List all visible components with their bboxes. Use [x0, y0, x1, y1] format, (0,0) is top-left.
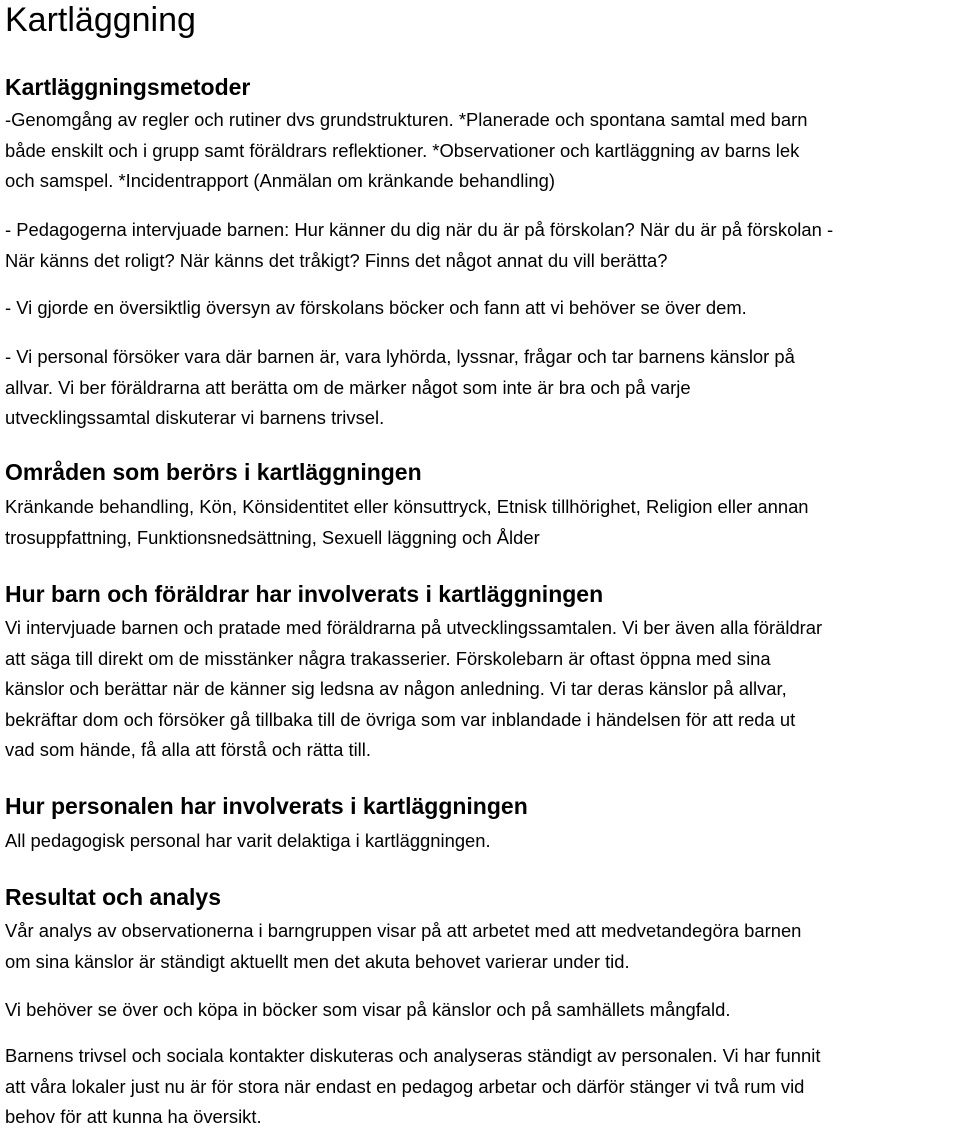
text-line: Kränkande behandling, Kön, Könsidentitet eller könsuttryck, Etnisk tillhörighet, Religion eller annan — [5, 496, 809, 517]
text-line: utvecklingssamtal diskuterar vi barnens trivsel. — [5, 407, 385, 428]
methods-paragraph-1 — [5, 105, 960, 197]
text-line: om sina känslor är ständigt aktuellt men det akuta behovet varierar under tid. — [5, 950, 630, 972]
staff-paragraph — [5, 826, 960, 857]
text-line: att säga till direkt om de misstänker några trakasserier. Förskolebarn är oftast öppna med sina — [5, 647, 771, 669]
text-line: Barnens trivsel och sociala kontakter diskuteras och analyseras ständigt av personalen. Vi har funnit — [5, 1045, 821, 1066]
text-line: vad som hände, få alla att förstå och rätta till. — [5, 739, 371, 760]
text-line: -Genomgång av regler och rutiner dvs grundstrukturen. *Planerade och spontana samtal med barn — [5, 109, 808, 130]
heading-staff: Hur personalen har involverats i kartläggningen — [5, 793, 528, 819]
text-line: - Pedagogerna intervjuade barnen: Hur känner du dig när du är på förskolan? När du är på förskolan - — [5, 219, 834, 240]
text-line: både enskilt och i grupp samt föräldrars reflektioner. *Observationer och kartläggning av barns lek — [5, 139, 800, 161]
text-line: allvar. Vi ber föräldrarna att berätta om de märker något som inte är bra och på varje — [5, 376, 691, 398]
text-line: När känns det roligt? När känns det tråkigt? Finns det något annat du vill berätta? — [5, 249, 668, 271]
text-line: behov för att kunna ha översikt. — [5, 1106, 262, 1127]
text-line: All pedagogisk personal har varit delaktiga i kartläggningen. — [5, 830, 491, 851]
results-paragraph-2 — [5, 995, 960, 1026]
text-line: bekräftar dom och försöker gå tillbaka till de övriga som var inblandade i händelsen för att reda ut — [5, 708, 796, 730]
results-paragraph-3 — [5, 1041, 960, 1133]
methods-paragraph-4 — [5, 342, 960, 434]
text-line: Vår analys av observationerna i barngruppen visar på att arbetet med att medvetandegöra barnen — [5, 920, 802, 941]
methods-paragraph-3 — [5, 293, 960, 324]
text-line: och samspel. *Incidentrapport (Anmälan om kränkande behandling) — [5, 170, 555, 191]
heading-areas: Områden som berörs i kartläggningen — [5, 459, 422, 485]
text-line: Vi intervjuade barnen och pratade med föräldrarna på utvecklingssamtalen. Vi ber även alla föräldrar — [5, 617, 823, 638]
heading-involvement: Hur barn och föräldrar har involverats i kartläggningen — [5, 581, 604, 607]
heading-results: Resultat och analys — [5, 884, 222, 910]
heading-methods: Kartläggningsmetoder — [5, 74, 251, 100]
methods-paragraph-2 — [5, 215, 960, 276]
text-line: - Vi personal försöker vara där barnen är, vara lyhörda, lyssnar, frågar och tar barnens känslor på — [5, 346, 795, 367]
areas-paragraph — [5, 492, 960, 553]
text-line: att våra lokaler just nu är för stora när endast en pedagog arbetar och därför stänger vi två rum vid — [5, 1075, 805, 1097]
text-line: Vi behöver se över och köpa in böcker som visar på känslor och på samhällets mångfald. — [5, 999, 731, 1020]
page-title: Kartläggning — [5, 1, 196, 39]
involvement-paragraph — [5, 613, 960, 766]
results-paragraph-1 — [5, 916, 960, 977]
text-line: känslor och berättar när de känner sig ledsna av någon anledning. Vi tar deras känslor på allvar, — [5, 678, 787, 699]
text-line: trosuppfattning, Funktionsnedsättning, Sexuell läggning och Ålder — [5, 526, 540, 548]
text-line: - Vi gjorde en översiktlig översyn av förskolans böcker och fann att vi behöver se över dem. — [5, 297, 747, 318]
